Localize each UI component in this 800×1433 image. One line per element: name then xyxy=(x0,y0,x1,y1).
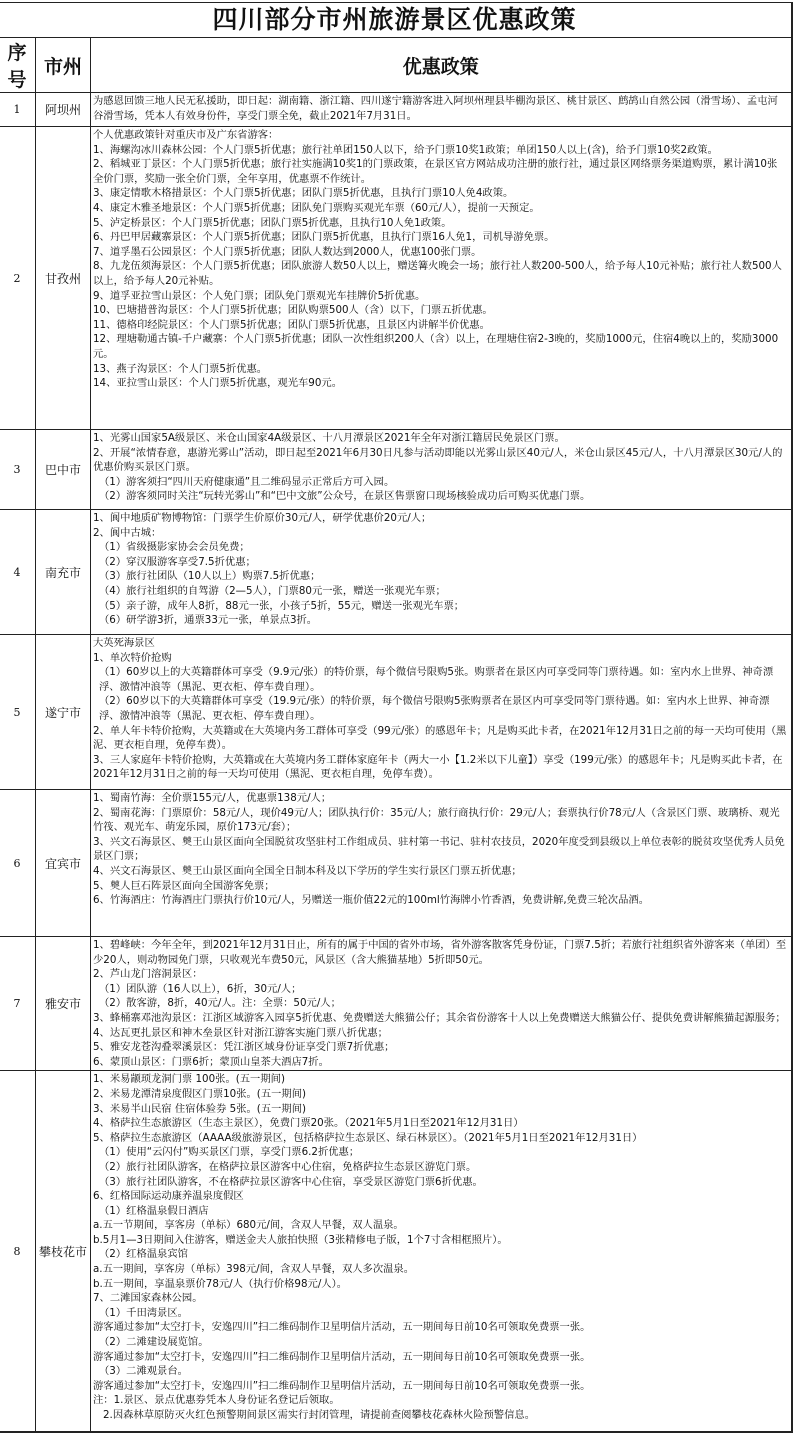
policy-line: 个人优惠政策针对重庆市及广东省游客： xyxy=(93,129,279,141)
row-index: 1 xyxy=(0,93,36,127)
policy-line: 大英死海景区 xyxy=(93,637,155,649)
row-policy xyxy=(91,635,792,790)
policy-line: 5、泸定桥景区：个人门票5折优惠；团队门票5折优惠，且执行10人免1政策。 xyxy=(93,216,452,229)
policy-line: （6）研学游3折，通票33元一张，单景点3折。 xyxy=(99,614,318,627)
policy-line: 3、康定情歌木格措景区：个人门票5折优惠；团队门票5折优惠，且执行门票10人免4政策。 xyxy=(93,187,514,200)
policy-line: 1、海螺沟冰川森林公园：个人门票5折优惠；旅行社单团150人以下，给予门票10奖1政策；单团150人以上(含)，给予门票10奖2政策。 xyxy=(93,143,718,156)
policy-line: 1、蜀南竹海：全价票155元/人，优惠票138元/人； xyxy=(93,792,332,804)
policy-line: b.5月1—3日期间入住游客，赠送金夫人旅拍快照（3张精修电子版，1个7寸含相框照片）。 xyxy=(93,1233,508,1246)
policy-line: （1）游客须扫“四川天府健康通”且二维码显示正常后方可入园。 xyxy=(99,475,395,488)
row-policy xyxy=(91,430,792,510)
policy-line: 4、康定木雅圣地景区：个人门票5折优惠；团队免门票购买观光车票（60元/人），提前一天预定。 xyxy=(93,201,540,214)
policy-line: 10、巴塘措普沟景区：个人门票5折优惠；团队购票500人（含）以下，门票五折优惠。 xyxy=(93,304,493,317)
policy-line: 游客通过参加“太空打卡，安逸四川”扫二维码制作卫星明信片活动，五一期间每日前10名可领取免费票一张。 xyxy=(93,1379,591,1392)
policy-line: 1、单次特价抢购 xyxy=(93,651,172,664)
header-index: 序号 xyxy=(0,38,36,93)
row-index: 8 xyxy=(0,1071,36,1433)
row-index: 4 xyxy=(0,510,36,635)
row-policy xyxy=(91,510,792,635)
policy-line: 6、蒙顶山景区：门票6折；蒙顶山皇茶大酒店7折。 xyxy=(93,1055,329,1068)
policy-line: 12、理塘勒通古镇-千户藏寨：个人门票5折优惠；团队一次性组织200人（含）以上，在理塘住宿2-3晚的，奖励1000元，住宿4晚以上的，奖励3000元。 xyxy=(93,333,779,360)
policy-line: （1）省级摄影家协会会员免费； xyxy=(99,541,250,554)
policy-line: （3）旅行社团队游客，不在格萨拉景区游客中心住宿，享受景区游览门票6折优惠。 xyxy=(99,1175,483,1188)
policy-line: 为感恩回馈三地人民无私援助，即日起：湖南籍、浙江籍、四川遂宁籍游客进入阿坝州理县毕棚沟景区、桃甘景区、鹧鸪山自然公园（滑雪场）、孟屯河谷滑雪场，凭本人有效身份件，享受门票全免，截止2021年7月31日。 xyxy=(93,95,778,122)
policy-line: 9、道孚亚拉雪山景区：个人免门票；团队免门票观光车挂牌价5折优惠。 xyxy=(93,289,426,302)
row-policy xyxy=(91,127,792,430)
policy-line: 5、雅安龙苍沟叠翠溪景区：凭江浙区域身份证享受门票7折优惠； xyxy=(93,1041,395,1054)
row-city: 攀枝花市 xyxy=(36,1071,91,1433)
policy-line: 8、九龙伍须海景区：个人门票5折优惠；团队旅游人数50人以上，赠送篝火晚会一场；旅行社人数200-500人，给予每人10元补贴；旅行社人数500人以上，给予每人20元补贴。 xyxy=(93,260,782,287)
row-policy xyxy=(91,937,792,1071)
policy-sheet xyxy=(0,2,791,1433)
policy-line: （1）团队游（16人以上），6折，30元/人； xyxy=(99,982,302,995)
policy-line: （1）60岁以上的大英籍群体可享受（9.9元/张）的特价票，每个微信号限购5张。购票者在景区内可享受同等门票待遇。如：室内水上世界、神奇漂浮、激情冲浪等（黑泥、更衣柜、停车费自理）。 xyxy=(99,666,774,693)
header-city: 市州 xyxy=(36,38,91,93)
policy-line: 4、格萨拉生态旅游区（生态主景区），免费门票20张。（2021年5月1日至2021年12月31日） xyxy=(93,1117,524,1130)
row-policy xyxy=(91,790,792,937)
policy-line: （1）千田湾景区。 xyxy=(99,1306,188,1319)
row-index: 5 xyxy=(0,635,36,790)
policy-line: （3）旅行社团队（10人以上）购票7.5折优惠； xyxy=(99,570,321,583)
policy-line: （2）二滩建设展览馆。 xyxy=(99,1336,209,1349)
policy-line: 7、二滩国家森林公园。 xyxy=(93,1292,203,1305)
row-city: 宜宾市 xyxy=(36,790,91,937)
policy-line: （2）游客须同时关注“玩转光雾山”和“巴中文旅”公众号，在景区售票窗口现场核验成功后可购买优惠门票。 xyxy=(99,490,591,503)
row-index: 2 xyxy=(0,127,36,430)
policy-line: b.五一期间，享温泉票价78元/人（执行价格98元/人）。 xyxy=(93,1277,348,1290)
row-city: 甘孜州 xyxy=(36,127,91,430)
table-row xyxy=(0,635,792,790)
policy-line: 4、达瓦更扎景区和神木垒景区针对浙江游客实施门票八折优惠； xyxy=(93,1026,388,1039)
policy-line: 2、单人年卡特价抢购，大英籍或在大英境内务工群体可享受（99元/张）的感恩年卡；凡是购买此卡者，在2021年12月31日之前的每一天均可使用（黑泥、更衣柜自理，免停车费）。 xyxy=(93,724,787,752)
policy-line: （2）红格温泉宾馆 xyxy=(99,1248,188,1261)
policy-line: 2、蜀南花海：门票原价：58元/人，现价49元/人；团队执行价：35元/人；旅行商执行价：29元/人；套票执行价78元/人（含景区门票、玻璃桥、观光竹筏、观光车、萌宠乐园，原价173元/套）； xyxy=(93,806,780,834)
row-policy xyxy=(91,1071,792,1433)
table-row xyxy=(0,937,792,1071)
policy-line: 11、德格印经院景区：个人门票5折优惠；团队门票5折优惠，且景区内讲解半价优惠。 xyxy=(93,318,490,331)
policy-line: 7、道孚墨石公园景区：个人门票5折优惠；团队人数达到2000人，优惠100张门票。 xyxy=(93,245,482,258)
policy-line: （1）红格温泉假日酒店 xyxy=(99,1204,209,1217)
row-index: 3 xyxy=(0,430,36,510)
policy-line: 1、碧峰峡：今年全年，到2021年12月31日止，所有的属于中国的省外市场，省外游客散客凭身份证，门票7.5折；若旅行社组织省外游客来（单团）至少20人，则动物园免门票，只收观光车费50元，风景区（含大熊猫基地）5折即50元。 xyxy=(93,939,787,966)
policy-line: 2.因森林草原防灭火红色预警期间景区需实行封闭管理，请提前查阅攀枝花森林火险预警信息。 xyxy=(103,1409,535,1421)
policy-line: 5、僰人巨石阵景区面向全国游客免票； xyxy=(93,879,275,892)
policy-line: 2、阆中古城： xyxy=(93,526,162,539)
row-policy xyxy=(91,93,792,127)
policy-line: 2、芦山龙门溶洞景区： xyxy=(93,968,203,981)
table-row xyxy=(0,510,792,635)
table-row xyxy=(0,1071,792,1433)
policy-line: 4、兴文石海景区、僰王山景区面向全国全日制本科及以下学历的学生实行景区门票五折优惠； xyxy=(93,864,522,877)
policy-line: 游客通过参加“太空打卡，安逸四川”扫二维码制作卫星明信片活动，五一期间每日前10名可领取免费票一张。 xyxy=(93,1321,591,1334)
row-city: 南充市 xyxy=(36,510,91,635)
policy-line: 3、兴文石海景区、僰王山景区面向全国脱贫攻坚驻村工作组成员、驻村第一书记、驻村农技员，2020年度受到县级以上单位表彰的脱贫攻坚优秀人员免景区门票； xyxy=(93,835,785,863)
policy-line: 1、米易颛顼龙洞门票 100张。(五一期间) xyxy=(93,1073,285,1086)
policy-line: （3）二滩观景台。 xyxy=(99,1365,188,1378)
policy-line: 1、光雾山国家5A级景区、米仓山国家4A级景区、十八月潭景区2021年全年对浙江籍居民免景区门票。 xyxy=(93,432,565,444)
policy-line: 5、格萨拉生态旅游区（AAAA级旅游景区，包括格萨拉生态景区、绿石林景区）。（2021年5月1日至2021年12月31日） xyxy=(93,1131,643,1144)
policy-line: 6、红格国际运动康养温泉度假区 xyxy=(93,1190,244,1203)
policy-line: 3、三人家庭年卡特价抢购，大英籍或在大英境内务工群体家庭年卡（两大一小【1.2米以下儿童】）享受（199元/张）的感恩年卡；凡是购买此卡者，在2021年12月31日之前的每一天均可使用（黑泥、更衣柜自理，免停车费）。 xyxy=(93,753,783,781)
policy-line: （5）亲子游，成年人8折，88元一张，小孩子5折，55元，赠送一张观光车票； xyxy=(99,599,465,612)
table-row xyxy=(0,127,792,430)
table-row xyxy=(0,790,792,937)
policy-line: （2）穿汉服游客享受7.5折优惠； xyxy=(99,555,256,568)
row-city: 阿坝州 xyxy=(36,93,91,127)
policy-line: 2、稻城亚丁景区：个人门票5折优惠；旅行社实施满10奖1的门票政策，在景区官方网站成功注册的旅行社，通过景区网络票务渠道购票，累计满10张全价门票，奖励一张全价门票，全年享用，优惠票不作统计。 xyxy=(93,158,778,185)
policy-line: 13、燕子沟景区：个人门票5折优惠。 xyxy=(93,362,268,375)
table-header xyxy=(0,38,792,93)
policy-line: 2、开展“浓情春意，惠游光雾山”活动，即日起至2021年6月30日凡参与活动即能以光雾山景区40元/人，米仓山景区45元/人，十八月潭景区30元/人的优惠价购买景区门票。 xyxy=(93,446,783,474)
policy-line: a.五一节期间，享客房（单标）680元/间，含双人早餐，双人温泉。 xyxy=(93,1219,404,1232)
policy-line: 6、竹海酒庄：竹海酒庄门票执行价10元/人，另赠送一瓶价值22元的100ml竹海牌小竹香酒，免费讲解,免费三轮次品酒。 xyxy=(93,894,649,907)
policy-line: （4）旅行社组织的自驾游（2—5人），门票80元一张，赠送一张观光车票； xyxy=(99,584,446,597)
table-row xyxy=(0,93,792,127)
header-policy: 优惠政策 xyxy=(91,38,792,93)
row-index: 6 xyxy=(0,790,36,937)
policy-line: 3、蜂桶寨邓池沟景区：江浙区域游客入园享5折优惠、免费赠送大熊猫公仔；其余省份游客十人以上免费赠送大熊猫公仔、提供免费讲解熊猫起源服务； xyxy=(93,1011,786,1024)
row-city: 遂宁市 xyxy=(36,635,91,790)
policy-line: （2）60岁以下的大英籍群体可享受（19.9元/张）的特价票，每个微信号限购5张购票者在景区内可享受同等门票待遇。如：室内水上世界、神奇漂浮、激情冲浪等（黑泥、更衣柜、停车费自理）。 xyxy=(99,695,770,722)
policy-line: （2）散客游，8折，40元/人。注：全票：50元/人； xyxy=(99,997,341,1010)
policy-line: 14、亚拉雪山景区：个人门票5折优惠，观光车90元。 xyxy=(93,377,342,390)
table-body xyxy=(0,93,792,1433)
policy-line: 注：1.景区、景点优惠券凭本人身份证名登记后领取。 xyxy=(93,1394,340,1407)
table-row xyxy=(0,430,792,510)
policy-line: 2、米易龙潭清泉度假区门票10张。(五一期间) xyxy=(93,1087,307,1100)
policy-line: a.五一期间，享客房（单标）398元/间，含双人早餐，双人多次温泉。 xyxy=(93,1263,415,1276)
policy-line: 3、米易半山民宿 住宿体验券 5张。(五一期间) xyxy=(93,1102,307,1115)
policy-line: 6、丹巴甲居藏寨景区：个人门票5折优惠；团队门票5折优惠，且执行门票16人免1，司机导游免票。 xyxy=(93,231,555,244)
policy-line: （2）旅行社团队游客，在格萨拉景区游客中心住宿，免格萨拉生态景区游览门票。 xyxy=(99,1160,477,1173)
row-city: 巴中市 xyxy=(36,430,91,510)
policy-line: （1）使用“云闪付”购买景区门票，享受门票6.2折优惠； xyxy=(99,1146,360,1159)
policy-line: 游客通过参加“太空打卡，安逸四川”扫二维码制作卫星明信片活动，五一期间每日前10名可领取免费票一张。 xyxy=(93,1350,591,1363)
row-index: 7 xyxy=(0,937,36,1071)
page-title: 四川部分市州旅游景区优惠政策 xyxy=(0,3,792,38)
policy-line: 1、阆中地质矿物博物馆：门票学生价原价30元/人，研学优惠价20元/人； xyxy=(93,512,432,524)
row-city: 雅安市 xyxy=(36,937,91,1071)
policy-table xyxy=(0,2,793,1433)
